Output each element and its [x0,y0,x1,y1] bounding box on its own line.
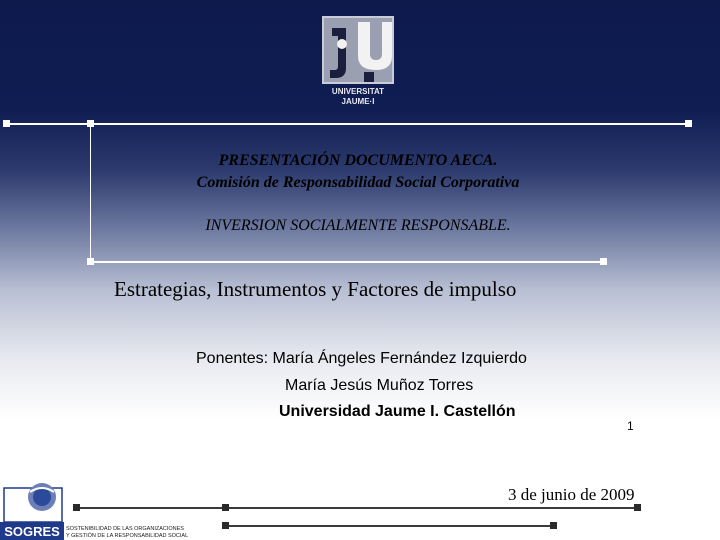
sogres-logo [0,470,220,540]
page-number: 1 [627,419,634,433]
sogres-tagline2: Y GESTIÓN DE LA RESPONSABILIDAD SOCIAL [66,533,189,539]
speakers-line2: María Jesús Muñoz Torres [285,377,474,394]
speakers-line3: Universidad Jaume I. Castellón [279,403,516,420]
rule-marker [222,522,229,529]
rule-marker [634,504,641,511]
rule-marker [600,258,607,265]
bottom-rule-lower [224,525,554,527]
frame-bottom-rule [90,261,605,263]
rule-marker [3,120,10,127]
rule-marker [550,522,557,529]
rule-marker [222,504,229,511]
top-rule [6,123,690,125]
commission-name: Comisión de Responsabilidad Social Corporativa [196,174,520,191]
sogres-tagline1: SOSTENIBILIDAD DE LAS ORGANIZACIONES [66,526,184,532]
universitat-jaume-logo [318,14,398,108]
logo-text-line1: UNIVERSITAT [331,87,385,96]
presentation-title: PRESENTACIÓN DOCUMENTO AECA. [218,152,498,169]
title-block [100,150,616,237]
frame-left-rule [90,124,91,262]
date: 3 de junio de 2009 [508,485,635,504]
speakers-line1: Ponentes: María Ángeles Fernández Izquierdo [196,350,527,367]
subtitle: Estrategias, Instrumentos y Factores de impulso [114,277,517,301]
sogres-name: SOGRES [4,524,60,539]
rule-marker [87,258,94,265]
topic-title: INVERSION SOCIALMENTE RESPONSABLE. [205,217,511,234]
rule-marker [685,120,692,127]
logo-text-line2: JAUME·I [341,97,375,106]
